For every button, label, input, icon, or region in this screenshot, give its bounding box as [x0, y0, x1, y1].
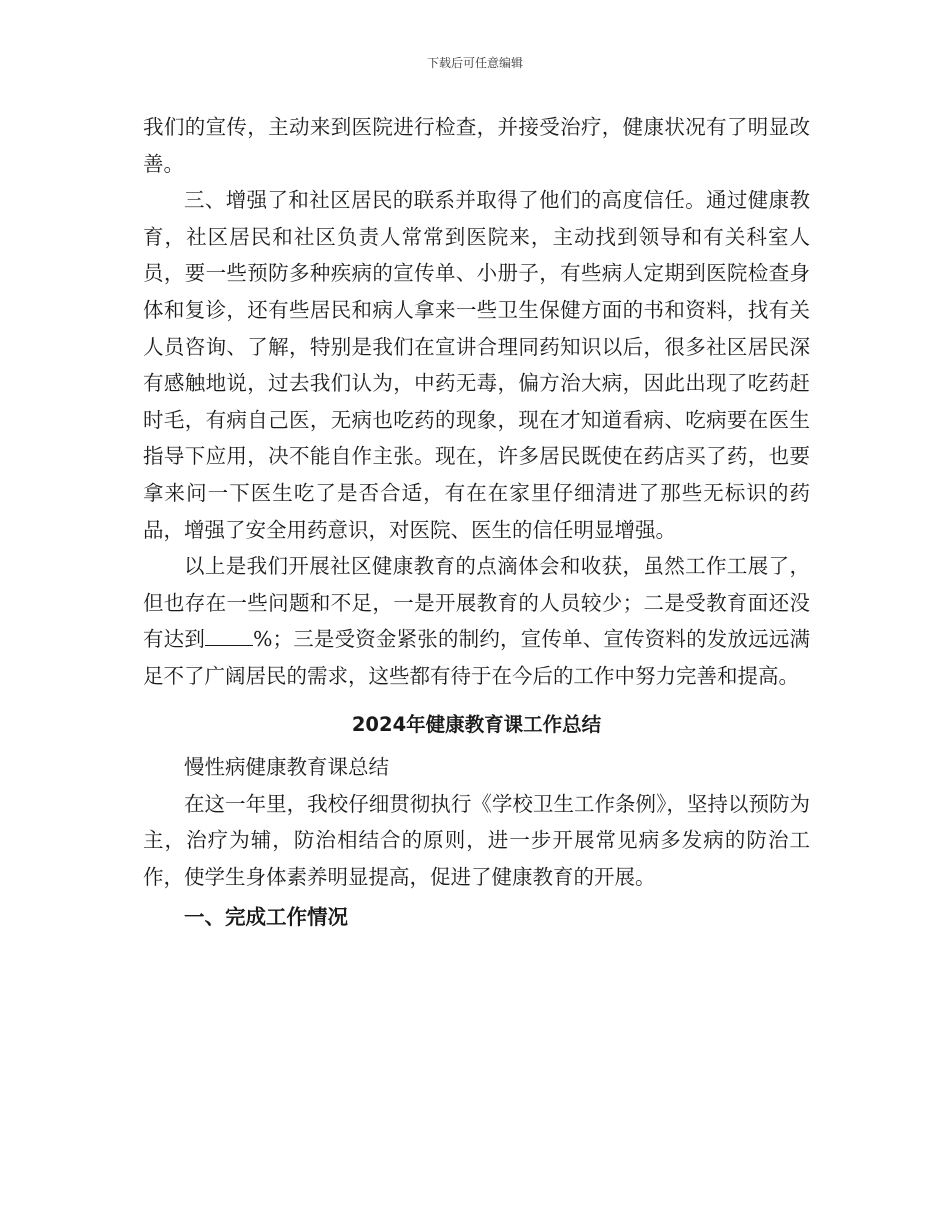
paragraph-continuation: 我们的宣传，主动来到医院进行检查，并接受治疗，健康状况有了明显改善。: [143, 115, 810, 176]
heading-completed-work: 一、完成工作情况: [184, 905, 348, 930]
paragraph-intro: 在这一年里，我校仔细贯彻执行《学校卫生工作条例》，坚持以预防为主，治疗为辅，防治相结合的原则，进一步开展常见病多发病的防治工作，使学生身体素养明显提高，促进了健康教育的开展。: [143, 791, 810, 889]
fill-in-blank: [205, 627, 253, 646]
section-subtitle: 慢性病健康教育课总结: [184, 755, 389, 780]
paragraph-summary-shortcomings: [143, 548, 810, 694]
summary-text-before-blank: 以上是我们开展社区健康教育的点滴体会和收获，虽然工作工展了，但也存在一些问题和不足，一是开展教育的人员较少；二是受教育面还没有达到: [143, 554, 810, 652]
document-body: [143, 109, 810, 936]
summary-text-after-blank: %；三是受资金紧张的制约，宣传单、宣传资料的发放远远满足不了广阔居民的需求，这些都有待于在今后的工作中努力完善和提高。: [143, 627, 811, 688]
paragraph-community-trust: 三、增强了和社区居民的联系并取得了他们的高度信任。通过健康教育，社区居民和社区负责人常常到医院来，主动找到领导和有关科室人员，要一些预防多种疾病的宣传单、小册子，有些病人定期到医院检查身体和复诊，还有些居民和病人拿来一些卫生保健方面的书和资料，找有关人员咨询、了解，特别是我们在宣讲合理同药知识以后，很多社区居民深有感触地说，过去我们认为，中药无毒，偏方治大病，因此出现了吃药赶时毛，有病自己医，无病也吃药的现象，现在才知道看病、吃病要在医生指导下应用，决不能自作主张。现在，许多居民既使在药店买了药，也要拿来问一下医生吃了是否合适，有在在家里仔细清进了那些无标识的药品，增强了安全用药意识，对医院、医生的信任明显增强。: [143, 188, 810, 542]
header-note: 下载后可任意编辑: [426, 56, 523, 70]
section-title: 2024年健康教育课工作总结: [351, 712, 602, 736]
